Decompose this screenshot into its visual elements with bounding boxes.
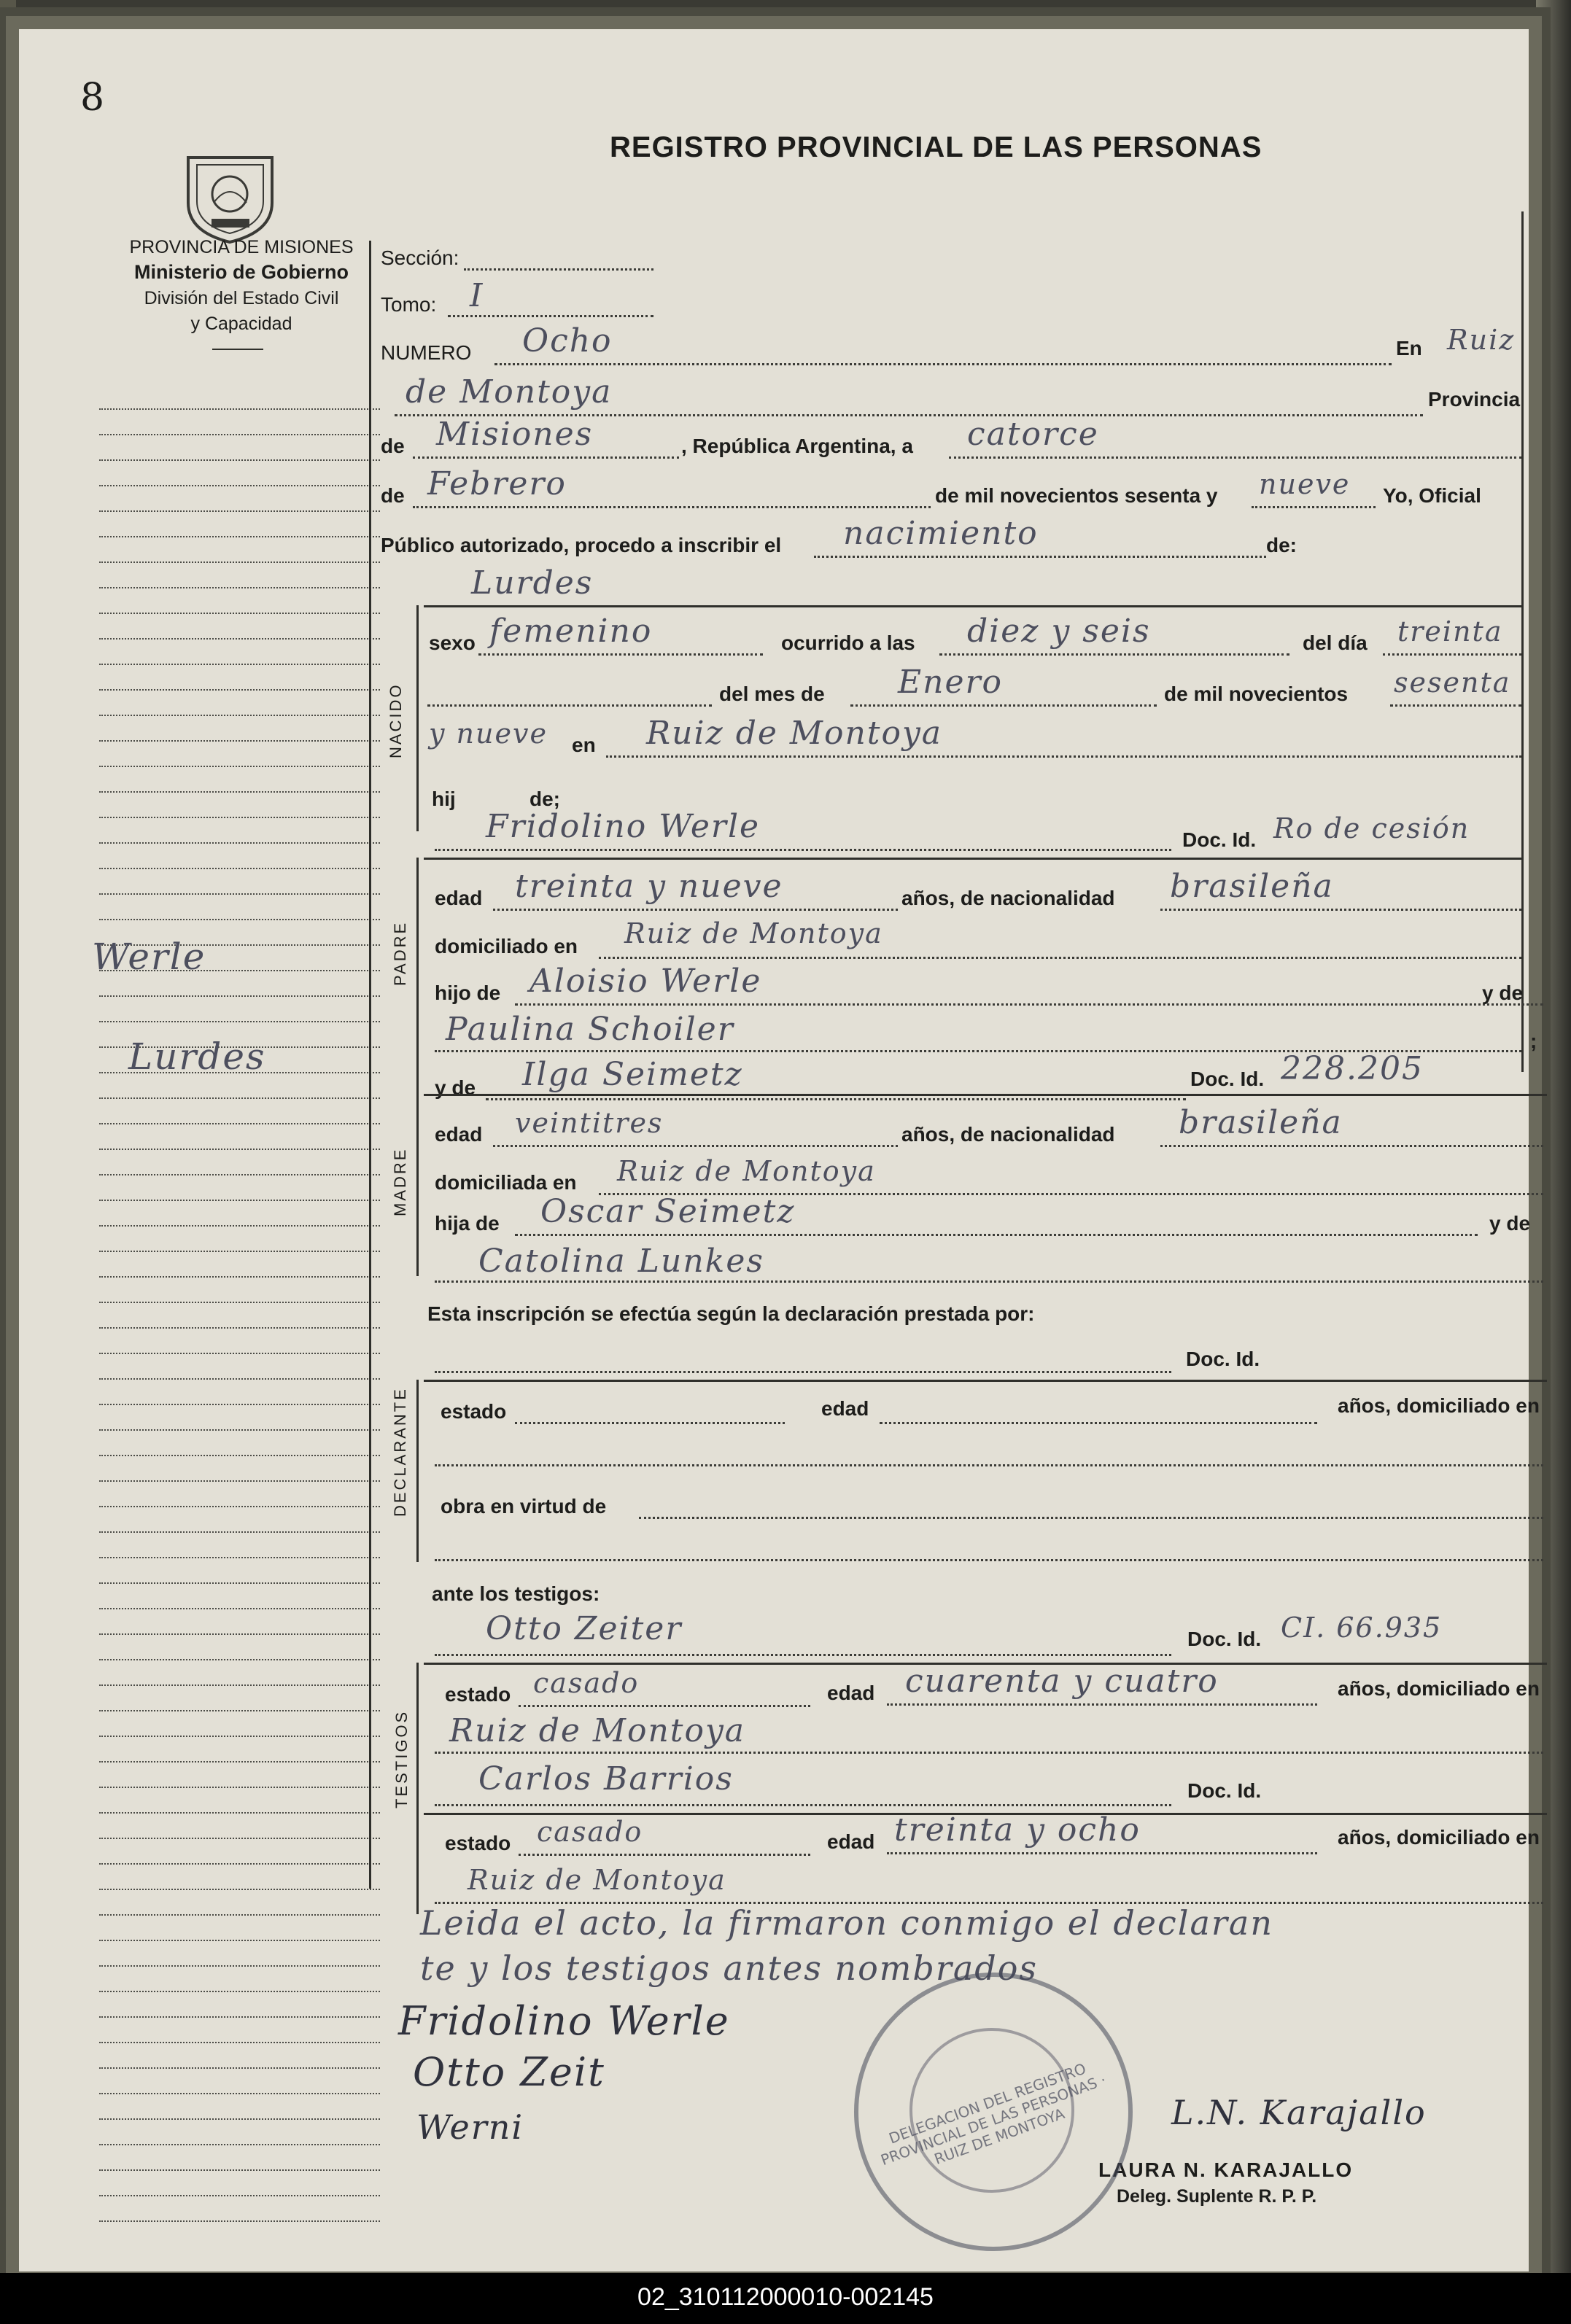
- testigo1-dom-value: Ruiz de Montoya: [449, 1712, 746, 1749]
- province-name: PROVINCIA DE MISIONES: [129, 237, 354, 257]
- testigo1-estado-value: casado: [533, 1667, 640, 1699]
- madre-dom-value: Ruiz de Montoya: [617, 1155, 876, 1187]
- lugar-nac-value: Ruiz de Montoya: [646, 715, 943, 752]
- testigo1-doc-value: CI. 66.935: [1281, 1612, 1443, 1644]
- testigos-section-label: TESTIGOS: [392, 1709, 411, 1808]
- declarante-doc-label: Doc. Id.: [1186, 1348, 1260, 1370]
- tomo-label: Tomo:: [381, 293, 437, 316]
- madre-dom-label: domiciliada en: [435, 1171, 577, 1194]
- nombre-value: Lurdes: [471, 564, 594, 602]
- madre-section-label: MADRE: [391, 1147, 409, 1216]
- oficial-nombre: LAURA N. KARAJALLO: [1098, 2158, 1354, 2181]
- padre-value: Fridolino Werle: [486, 808, 761, 845]
- seccion-line: [464, 268, 653, 271]
- madre-doc-label: Doc. Id.: [1190, 1068, 1265, 1090]
- anio-nac-value-2: y nueve: [429, 718, 548, 750]
- testigo2-value: Carlos Barrios: [478, 1760, 734, 1798]
- footer-id: 02_310112000010-002145: [637, 2283, 934, 2311]
- del-dia-label: del día: [1303, 631, 1368, 654]
- cierre-line-1: Leida el acto, la firmaron conmigo el declaran: [420, 1903, 1273, 1943]
- provincia-value: Misiones: [436, 416, 594, 453]
- right-rule: [1521, 211, 1524, 1072]
- testigo1-edad-label: edad: [827, 1682, 875, 1704]
- de-mil-2-label: de mil novecientos: [1164, 683, 1349, 705]
- de-colon-label: de:: [1266, 534, 1297, 556]
- testigo2-dom-label: años, domiciliado en: [1338, 1826, 1540, 1849]
- de-semi-label: de;: [530, 788, 560, 810]
- lugar-value-1: Ruiz: [1447, 324, 1516, 356]
- signature-testigo-2: Werni: [416, 2107, 524, 2147]
- divider: [212, 349, 263, 350]
- signature-testigo-1: Otto Zeit: [413, 2049, 605, 2095]
- padre-nac-label: años, de nacionalidad: [901, 887, 1115, 909]
- mes-value: Febrero: [427, 465, 567, 502]
- en-label: En: [1396, 337, 1422, 360]
- testigo2-edad-label: edad: [827, 1830, 875, 1853]
- tomo-value: I: [470, 277, 484, 314]
- madre-nac-label: años, de nacionalidad: [901, 1123, 1115, 1146]
- declarante-estado-label: estado: [441, 1400, 507, 1423]
- madre-doc-value: 228.205: [1281, 1050, 1424, 1087]
- testigo1-value: Otto Zeiter: [486, 1610, 683, 1647]
- dia-nac-value: treinta: [1397, 615, 1503, 648]
- padre-madre-value: Paulina Schoiler: [446, 1011, 734, 1048]
- semicolon: ;: [1530, 1030, 1537, 1052]
- madre-edad-value: veintitres: [515, 1107, 664, 1139]
- page-title: REGISTRO PROVINCIAL DE LAS PERSONAS: [610, 131, 1262, 163]
- en-label-2: en: [572, 734, 596, 756]
- page-number: 8: [80, 76, 105, 120]
- ministry-name: Ministerio de Gobierno: [133, 261, 349, 283]
- del-mes-label: del mes de: [719, 683, 825, 705]
- sexo-value: femenino: [489, 613, 653, 650]
- padre-edad-label: edad: [435, 887, 483, 909]
- declarante-edad-label: edad: [821, 1397, 869, 1420]
- dia-value: catorce: [967, 416, 1099, 453]
- padre-section-label: PADRE: [391, 920, 409, 986]
- madre-padre-value: Oscar Seimetz: [540, 1193, 796, 1230]
- anio-nac-value: sesenta: [1394, 667, 1511, 699]
- padre-hijo-de-label: hijo de: [435, 982, 501, 1004]
- margin-surname: Werle: [92, 936, 206, 978]
- obra-label: obra en virtud de: [441, 1495, 607, 1517]
- lugar-value-2: de Montoya: [406, 373, 613, 411]
- oficial-cargo: Deleg. Suplente R. P. P.: [1117, 2186, 1317, 2207]
- stamp-text: DELEGACION DEL REGISTRO PROVINCIAL DE LAS PERSONAS · RUIZ DE MONTOYA: [878, 2059, 1109, 2169]
- publico-label: Público autorizado, procedo a inscribir el: [381, 534, 782, 556]
- hij-label: hij: [432, 788, 456, 810]
- book-edge: [1536, 0, 1571, 2324]
- padre-dom-value: Ruiz de Montoya: [624, 917, 883, 949]
- de-mil-label: de mil novecientos sesenta y: [935, 484, 1218, 507]
- madre-nac-value: brasileña: [1179, 1104, 1343, 1141]
- division-name: División del Estado Civil: [144, 288, 339, 308]
- nacido-section-label: NACIDO: [387, 683, 405, 758]
- book-binding: [0, 0, 16, 2324]
- provincia-label: Provincia: [1428, 388, 1521, 411]
- testigo1-edad-value: cuarenta y cuatro: [905, 1663, 1219, 1700]
- madre-y-de-label: y de: [1489, 1212, 1531, 1235]
- mes-nac-value: Enero: [898, 664, 1004, 701]
- hora-value: diez y seis: [967, 613, 1151, 650]
- padre-nac-value: brasileña: [1170, 868, 1334, 905]
- padre-edad-value: treinta y nueve: [515, 868, 783, 905]
- signature-padre: Fridolino Werle: [398, 1998, 730, 2044]
- numero-label: NUMERO: [381, 341, 472, 364]
- yo-oficial-label: Yo, Oficial: [1383, 484, 1481, 507]
- numero-value: Ocho: [522, 322, 613, 360]
- testigo2-doc-label: Doc. Id.: [1187, 1779, 1262, 1802]
- testigos-label: ante los testigos:: [432, 1582, 600, 1605]
- madre-edad-label: edad: [435, 1123, 483, 1146]
- register-page: [19, 29, 1540, 2271]
- y-de-label: y de: [435, 1076, 476, 1099]
- declaracion-label: Esta inscripción se efectúa según la declaración prestada por:: [427, 1302, 1035, 1325]
- declarante-section-label: DECLARANTE: [391, 1387, 409, 1517]
- testigo1-estado-label: estado: [445, 1683, 511, 1706]
- testigo1-dom-label: años, domiciliado en: [1338, 1677, 1540, 1700]
- madre-madre-value: Catolina Lunkes: [478, 1243, 764, 1280]
- main-vertical-rule: [369, 241, 371, 1889]
- acto-value: nacimiento: [843, 515, 1039, 552]
- testigo2-edad-value: treinta y ocho: [894, 1811, 1141, 1849]
- madre-value: Ilga Seimetz: [522, 1056, 743, 1093]
- province-seal-icon: [181, 152, 279, 245]
- padre-dom-label: domiciliado en: [435, 935, 578, 957]
- cierre-line-2: te y los testigos antes nombrados: [420, 1948, 1038, 1988]
- seccion-label: Sección:: [381, 246, 459, 269]
- de-label-2: de: [381, 484, 405, 507]
- testigo2-estado-label: estado: [445, 1832, 511, 1854]
- division-name-2: y Capacidad: [190, 314, 292, 334]
- declarante-dom-label: años, domiciliado en: [1338, 1394, 1540, 1417]
- official-stamp: [854, 1973, 1133, 2251]
- padre-padre-value: Aloisio Werle: [530, 963, 762, 1000]
- testigo2-estado-value: casado: [537, 1816, 643, 1848]
- margin-name: Lurdes: [128, 1035, 266, 1078]
- anio-value: nueve: [1259, 468, 1351, 500]
- de-label: de: [381, 435, 405, 457]
- footer-bar: [0, 2273, 1571, 2324]
- madre-hija-de-label: hija de: [435, 1212, 500, 1235]
- padre-doc-value: Ro de cesión: [1273, 812, 1470, 844]
- sexo-label: sexo: [429, 631, 476, 654]
- padre-y-de-label: y de: [1482, 982, 1524, 1004]
- testigo1-doc-label: Doc. Id.: [1187, 1628, 1262, 1650]
- testigo2-dom-value: Ruiz de Montoya: [468, 1864, 726, 1896]
- republica-label: , República Argentina, a: [681, 435, 913, 457]
- ocurrido-label: ocurrido a las: [781, 631, 915, 654]
- padre-doc-label: Doc. Id.: [1182, 828, 1257, 851]
- signature-oficial: L.N. Karajallo: [1171, 2093, 1427, 2132]
